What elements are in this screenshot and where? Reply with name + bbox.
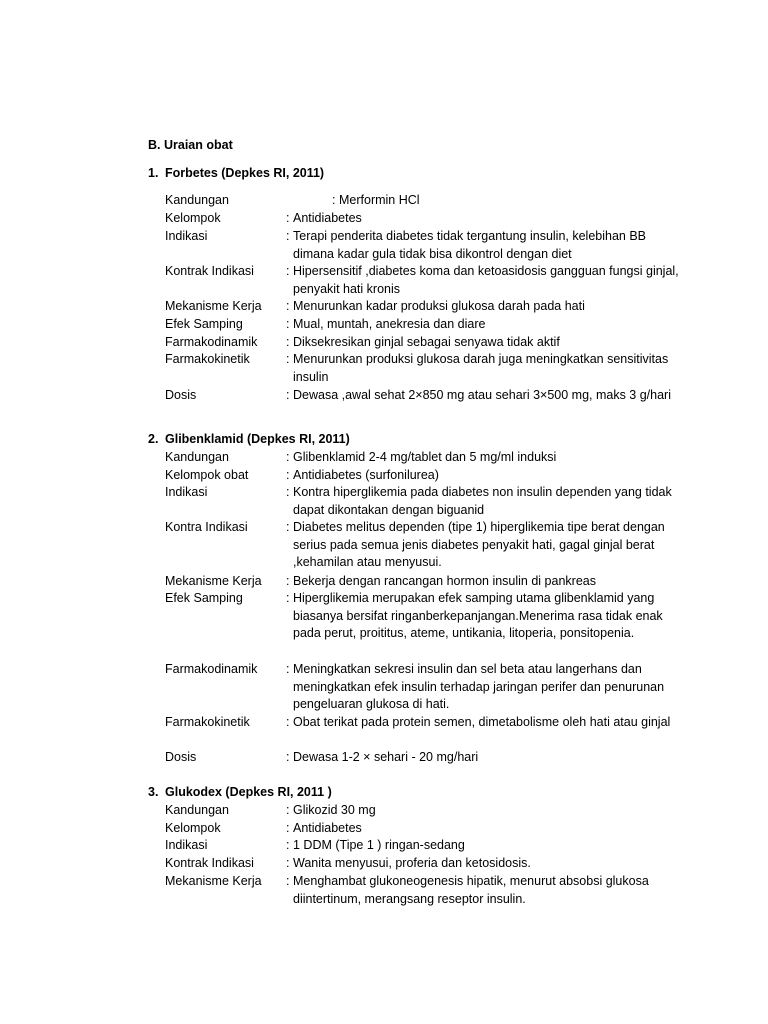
field-label: Kontrak Indikasi xyxy=(165,264,254,278)
field-label: Kelompok xyxy=(165,821,221,835)
field-value: Bekerja dengan rancangan hormon insulin di pankreas xyxy=(293,574,596,588)
field-label: Kandungan xyxy=(165,193,229,207)
field-label: Farmakodinamik xyxy=(165,335,258,349)
field-label: Kontrak Indikasi xyxy=(165,856,254,870)
field-value: Antidiabetes xyxy=(293,211,362,225)
field-value: Wanita menyusui, proferia dan ketosidosis. xyxy=(293,856,531,870)
field-colon: : xyxy=(286,335,290,349)
field-label: Efek Samping xyxy=(165,591,243,605)
field-colon: : xyxy=(286,468,290,482)
field-colon: : xyxy=(286,520,290,534)
field-label: Dosis xyxy=(165,388,197,402)
drug-number: 2. xyxy=(148,432,159,446)
field-value: Dewasa 1-2 × sehari - 20 mg/hari xyxy=(293,750,479,764)
field-label: Kelompok obat xyxy=(165,468,249,482)
field-colon: : xyxy=(286,264,290,278)
field-colon: : xyxy=(286,856,290,870)
field-value: Menurunkan produksi glukosa darah juga meningkatkan sensitivitas insulin xyxy=(293,352,669,384)
drug-title: Forbetes (Depkes RI, 2011) xyxy=(165,166,325,180)
field-value: Diksekresikan ginjal sebagai senyawa tidak aktif xyxy=(293,335,560,349)
field-colon: : xyxy=(286,485,290,499)
field-colon: : xyxy=(286,574,290,588)
field-colon: : xyxy=(286,450,290,464)
section-title: B. Uraian obat xyxy=(148,138,233,152)
field-value: Hiperglikemia merupakan efek samping utama glibenklamid yang biasanya bersifat ringanberkepanjangan.Menerima rasa tidak enak pada perut, proititus, ateme, untikania, litoperia, ponsitopenia. xyxy=(293,591,663,641)
field-colon: : xyxy=(286,662,290,676)
field-value: Kontra hiperglikemia pada diabetes non insulin dependen yang tidak dapat dikontakan dengan biguanid xyxy=(293,485,672,517)
field-colon: : xyxy=(286,388,290,402)
field-label: Mekanisme Kerja xyxy=(165,874,262,888)
field-label: Indikasi xyxy=(165,485,208,499)
field-value: Hipersensitif ,diabetes koma dan ketoasidosis gangguan fungsi ginjal, penyakit hati kronis xyxy=(293,264,679,296)
field-colon: : xyxy=(332,193,336,207)
field-colon: : xyxy=(286,591,290,605)
field-label: Kandungan xyxy=(165,450,229,464)
field-colon: : xyxy=(286,229,290,243)
drug-title: Glukodex (Depkes RI, 2011 ) xyxy=(165,785,332,799)
field-value: Menghambat glukoneogenesis hipatik, menurut absobsi glukosa diintertinum, merangsang reseptor insulin. xyxy=(293,874,649,906)
field-label: Kelompok xyxy=(165,211,221,225)
field-label: Mekanisme Kerja xyxy=(165,574,262,588)
field-value: Glibenklamid 2-4 mg/tablet dan 5 mg/ml induksi xyxy=(293,450,557,464)
field-colon: : xyxy=(286,317,290,331)
field-label: Dosis xyxy=(165,750,197,764)
field-colon: : xyxy=(286,750,290,764)
field-label: Indikasi xyxy=(165,229,208,243)
drug-title: Glibenklamid (Depkes RI, 2011) xyxy=(165,432,350,446)
field-value: Antidiabetes xyxy=(293,821,362,835)
field-value: Diabetes melitus dependen (tipe 1) hiperglikemia tipe berat dengan serius pada semua jenis diabetes penyakit hati, gagal ginjal berat ,kehamilan atau menyusui. xyxy=(293,520,665,570)
field-colon: : xyxy=(286,352,290,366)
field-colon: : xyxy=(286,874,290,888)
field-value: Meningkatkan sekresi insulin dan sel beta atau langerhans dan meningkatkan efek insulin terhadap jaringan perifer dan penurunan pengeluaran glukosa di hati. xyxy=(293,662,665,712)
field-value: Mual, muntah, anekresia dan diare xyxy=(293,317,486,331)
field-value: Merformin HCl xyxy=(339,193,420,207)
field-label: Farmakokinetik xyxy=(165,352,250,366)
field-value: Menurunkan kadar produksi glukosa darah pada hati xyxy=(293,299,585,313)
field-value: Terapi penderita diabetes tidak tergantung insulin, kelebihan BB dimana kadar gula tidak bisa dikontrol dengan diet xyxy=(293,229,647,261)
field-label: Farmakodinamik xyxy=(165,662,258,676)
field-label: Farmakokinetik xyxy=(165,715,250,729)
field-label: Kontra Indikasi xyxy=(165,520,248,534)
field-label: Indikasi xyxy=(165,838,208,852)
drug-heading-forbetes xyxy=(148,165,324,182)
field-colon: : xyxy=(286,838,290,852)
field-colon: : xyxy=(286,299,290,313)
field-value: Glikozid 30 mg xyxy=(293,803,376,817)
field-colon: : xyxy=(286,211,290,225)
field-value: Antidiabetes (surfonilurea) xyxy=(293,468,439,482)
field-value: Obat terikat pada protein semen, dimetabolisme oleh hati atau ginjal xyxy=(293,715,671,729)
field-label: Kandungan xyxy=(165,803,229,817)
field-colon: : xyxy=(286,715,290,729)
field-label: Efek Samping xyxy=(165,317,243,331)
drug-heading-glibenklamid xyxy=(148,431,350,448)
drug-number: 3. xyxy=(148,785,159,799)
field-value: Dewasa ,awal sehat 2×850 mg atau sehari 3×500 mg, maks 3 g/hari xyxy=(293,388,671,402)
field-colon: : xyxy=(286,803,290,817)
field-label: Mekanisme Kerja xyxy=(165,299,262,313)
field-value: 1 DDM (Tipe 1 ) ringan-sedang xyxy=(293,838,465,852)
drug-number: 1. xyxy=(148,166,159,180)
drug-heading-glukodex xyxy=(148,784,332,801)
field-colon: : xyxy=(286,821,290,835)
